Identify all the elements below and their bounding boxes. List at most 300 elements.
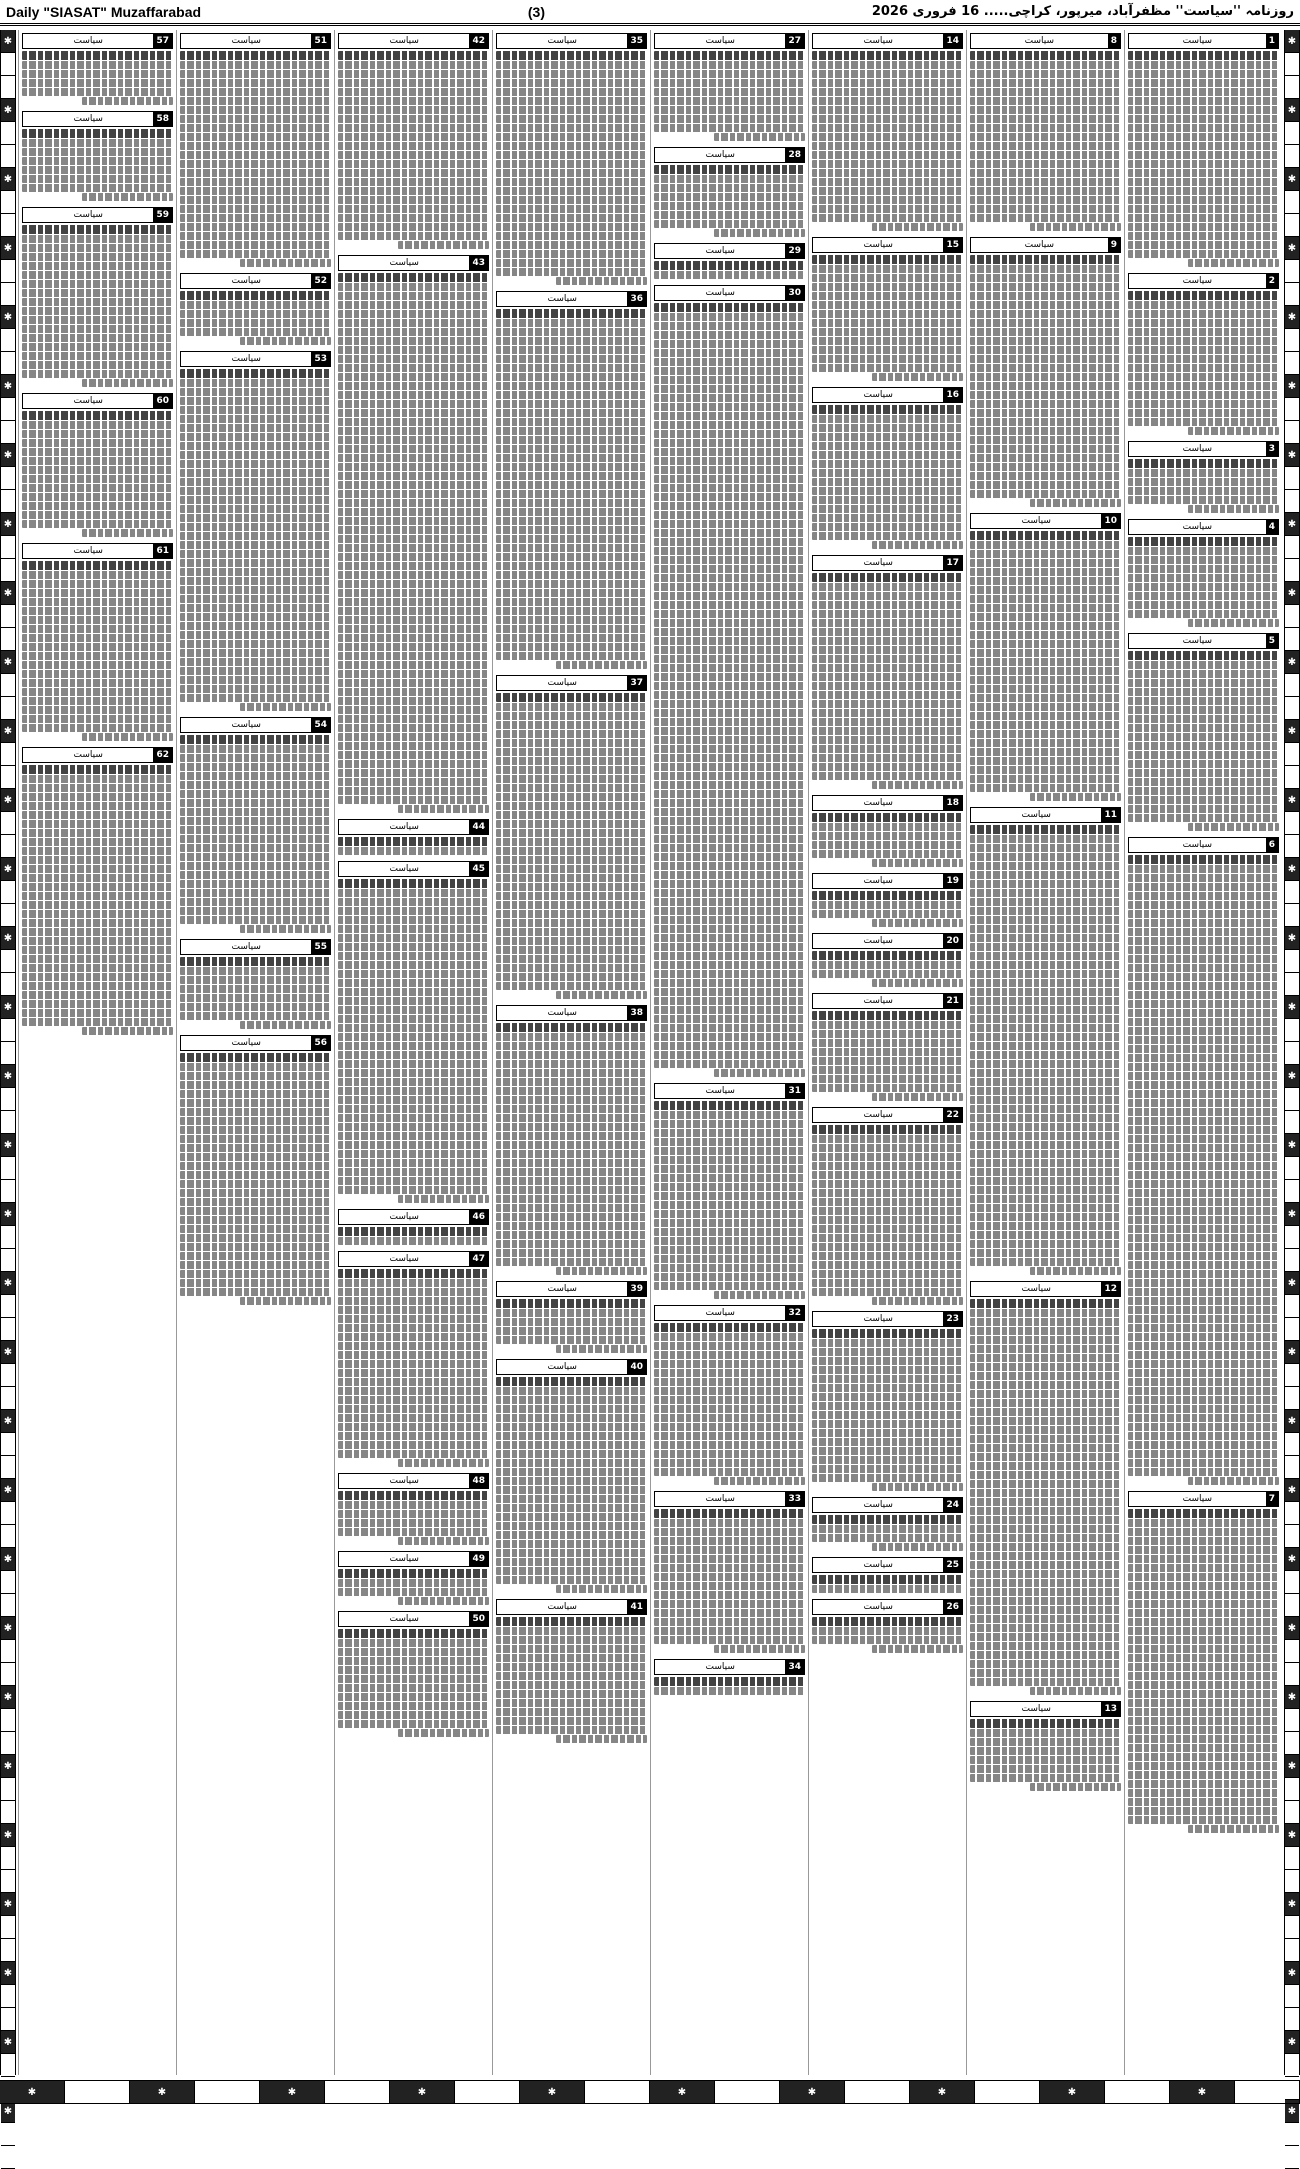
border-ornament bbox=[1285, 352, 1299, 375]
text-line bbox=[1128, 1333, 1279, 1341]
text-line bbox=[82, 529, 173, 537]
border-ornament: ✱ bbox=[1, 237, 15, 260]
border-ornament bbox=[1285, 1019, 1299, 1042]
text-line bbox=[180, 1216, 331, 1224]
classified-notice bbox=[1128, 519, 1279, 627]
text-line bbox=[338, 847, 489, 855]
text-line bbox=[180, 1053, 331, 1062]
text-line bbox=[22, 175, 173, 183]
text-line bbox=[338, 544, 489, 552]
text-line bbox=[496, 151, 647, 159]
border-ornament bbox=[325, 2081, 390, 2103]
text-line bbox=[1128, 1108, 1279, 1116]
text-line bbox=[1128, 487, 1279, 495]
notice-number: 37 bbox=[627, 676, 646, 690]
border-ornament bbox=[1285, 904, 1299, 927]
text-line bbox=[970, 151, 1121, 159]
border-ornament bbox=[1, 1870, 15, 1893]
text-line bbox=[654, 709, 805, 717]
text-line bbox=[872, 781, 963, 789]
border-ornament: ✱ bbox=[1, 1065, 15, 1088]
text-line bbox=[812, 79, 963, 87]
notice-brand-label: سیاست bbox=[339, 862, 469, 876]
text-line bbox=[1030, 1267, 1121, 1275]
text-line bbox=[812, 727, 963, 735]
border-ornament bbox=[1, 1180, 15, 1203]
text-line bbox=[654, 1255, 805, 1263]
text-line bbox=[812, 1234, 963, 1242]
border-ornament: ✱ bbox=[1, 1548, 15, 1571]
text-line bbox=[180, 478, 331, 486]
text-line bbox=[338, 997, 489, 1005]
text-line bbox=[496, 1168, 647, 1176]
text-line bbox=[496, 1576, 647, 1584]
text-line bbox=[970, 373, 1121, 381]
column-4 bbox=[492, 30, 650, 2075]
text-line bbox=[654, 1024, 805, 1032]
text-line bbox=[654, 1264, 805, 1272]
text-line bbox=[496, 1186, 647, 1194]
border-ornament bbox=[1, 1801, 15, 1824]
text-line bbox=[654, 646, 805, 654]
border-ornament bbox=[1, 2008, 15, 2031]
text-line bbox=[970, 1168, 1121, 1176]
notice-header bbox=[1128, 33, 1279, 49]
notice-header bbox=[812, 993, 963, 1009]
text-line bbox=[338, 1033, 489, 1041]
text-line bbox=[812, 292, 963, 300]
text-line bbox=[1030, 793, 1121, 801]
text-line bbox=[654, 1060, 805, 1068]
text-line bbox=[1128, 61, 1279, 69]
text-line bbox=[22, 466, 173, 474]
text-line bbox=[970, 1774, 1121, 1782]
border-ornament bbox=[1, 1318, 15, 1341]
text-line bbox=[338, 1369, 489, 1377]
notice-brand-label: سیاست bbox=[813, 994, 943, 1008]
text-line bbox=[970, 292, 1121, 300]
text-line bbox=[338, 391, 489, 399]
notice-number: 21 bbox=[943, 994, 962, 1008]
text-line bbox=[1128, 679, 1279, 687]
text-line bbox=[1128, 241, 1279, 249]
text-line bbox=[180, 1090, 331, 1098]
text-line bbox=[1128, 715, 1279, 723]
text-line bbox=[1128, 592, 1279, 600]
text-line bbox=[970, 1372, 1121, 1380]
text-line bbox=[654, 466, 805, 474]
text-line bbox=[180, 169, 331, 177]
text-line bbox=[22, 652, 173, 660]
text-line bbox=[970, 1516, 1121, 1524]
classified-notice bbox=[22, 543, 173, 741]
text-line bbox=[1128, 97, 1279, 105]
text-line bbox=[970, 1060, 1121, 1068]
text-line bbox=[654, 754, 805, 762]
classified-notice bbox=[812, 933, 963, 987]
text-line bbox=[812, 1252, 963, 1260]
notice-body-text bbox=[812, 1617, 963, 1653]
classified-notice bbox=[338, 861, 489, 1203]
border-ornament bbox=[1285, 1111, 1299, 1134]
text-line bbox=[970, 1318, 1121, 1326]
text-line bbox=[970, 214, 1121, 222]
border-ornament bbox=[1, 2146, 15, 2169]
notice-brand-label: سیاست bbox=[1129, 838, 1266, 852]
border-ornament bbox=[1, 467, 15, 490]
border-ornament bbox=[1, 1663, 15, 1686]
text-line bbox=[1128, 1081, 1279, 1089]
text-line bbox=[496, 757, 647, 765]
text-line bbox=[1128, 169, 1279, 177]
classified-notice bbox=[654, 1491, 805, 1653]
text-line bbox=[970, 961, 1121, 969]
notice-header bbox=[180, 33, 331, 49]
text-line bbox=[1128, 1816, 1279, 1824]
text-line bbox=[812, 1627, 963, 1635]
text-line bbox=[654, 220, 805, 228]
text-line bbox=[970, 1240, 1121, 1248]
text-line bbox=[812, 61, 963, 69]
text-line bbox=[654, 1387, 805, 1395]
text-line bbox=[970, 133, 1121, 141]
text-line bbox=[496, 1627, 647, 1635]
notice-number: 31 bbox=[785, 1084, 804, 1098]
text-line bbox=[496, 124, 647, 132]
classified-notice bbox=[496, 1599, 647, 1743]
notice-header bbox=[22, 747, 173, 763]
notice-header bbox=[654, 243, 805, 259]
text-line bbox=[1128, 1396, 1279, 1404]
border-ornament: ✱ bbox=[1285, 99, 1299, 122]
text-line bbox=[1128, 1288, 1279, 1296]
notice-header bbox=[1128, 837, 1279, 853]
text-line bbox=[180, 613, 331, 621]
text-line bbox=[970, 1588, 1121, 1596]
text-line bbox=[180, 1189, 331, 1197]
text-line bbox=[1128, 291, 1279, 300]
text-line bbox=[338, 571, 489, 579]
text-line bbox=[338, 382, 489, 390]
notice-body-text bbox=[496, 51, 647, 285]
notice-number: 24 bbox=[943, 1498, 962, 1512]
text-line bbox=[338, 553, 489, 561]
border-ornament bbox=[1, 605, 15, 628]
text-line bbox=[1128, 115, 1279, 123]
text-line bbox=[654, 439, 805, 447]
classified-notice bbox=[970, 513, 1121, 801]
text-line bbox=[338, 1105, 489, 1113]
text-line bbox=[338, 1078, 489, 1086]
notice-header bbox=[338, 33, 489, 49]
text-line bbox=[970, 577, 1121, 585]
notice-body-text bbox=[180, 957, 331, 1029]
text-line bbox=[654, 1342, 805, 1350]
text-line bbox=[338, 1006, 489, 1014]
text-line bbox=[654, 1591, 805, 1599]
notice-body-text bbox=[22, 561, 173, 741]
text-line bbox=[338, 418, 489, 426]
text-line bbox=[970, 1150, 1121, 1158]
text-line bbox=[1128, 1645, 1279, 1653]
classified-notice bbox=[812, 1311, 963, 1491]
notice-number: 1 bbox=[1266, 34, 1278, 48]
text-line bbox=[338, 961, 489, 969]
text-line bbox=[970, 1633, 1121, 1641]
text-line bbox=[1128, 1045, 1279, 1053]
border-ornament: ✱ bbox=[1285, 858, 1299, 881]
text-line bbox=[1128, 355, 1279, 363]
notice-number: 34 bbox=[785, 1660, 804, 1674]
text-line bbox=[22, 352, 173, 360]
border-ornament bbox=[1285, 2054, 1299, 2077]
text-line bbox=[654, 1192, 805, 1200]
text-line bbox=[496, 571, 647, 579]
text-line bbox=[970, 1624, 1121, 1632]
text-line bbox=[970, 1408, 1121, 1416]
text-line bbox=[1128, 733, 1279, 741]
border-ornament: ✱ bbox=[1, 1617, 15, 1640]
notice-body-text bbox=[970, 825, 1121, 1275]
text-line bbox=[496, 721, 647, 729]
text-line bbox=[1128, 1573, 1279, 1581]
text-line bbox=[496, 964, 647, 972]
text-line bbox=[970, 1597, 1121, 1605]
text-line bbox=[496, 1023, 647, 1032]
text-line bbox=[180, 291, 331, 300]
text-line bbox=[338, 1657, 489, 1665]
text-line bbox=[1128, 1627, 1279, 1635]
border-ornament bbox=[1, 973, 15, 996]
text-line bbox=[654, 1459, 805, 1467]
text-line bbox=[654, 331, 805, 339]
text-line bbox=[496, 508, 647, 516]
text-line bbox=[496, 1299, 647, 1308]
text-line bbox=[812, 813, 963, 822]
text-line bbox=[1128, 1609, 1279, 1617]
notice-brand-label: سیاست bbox=[655, 34, 785, 48]
text-line bbox=[556, 991, 647, 999]
notice-brand-label: سیاست bbox=[339, 1612, 469, 1626]
text-line bbox=[654, 1573, 805, 1581]
text-line bbox=[812, 1384, 963, 1392]
text-line bbox=[654, 367, 805, 375]
text-line bbox=[970, 1669, 1121, 1677]
border-ornament bbox=[455, 2081, 520, 2103]
text-line bbox=[812, 1617, 963, 1626]
border-ornament bbox=[1, 329, 15, 352]
border-ornament: ✱ bbox=[1, 1479, 15, 1502]
text-line bbox=[812, 1030, 963, 1038]
text-line bbox=[812, 523, 963, 531]
text-line bbox=[338, 1269, 489, 1278]
text-line bbox=[970, 1543, 1121, 1551]
text-line bbox=[180, 586, 331, 594]
border-ornament bbox=[845, 2081, 910, 2103]
text-line bbox=[496, 982, 647, 990]
text-line bbox=[338, 1069, 489, 1077]
text-line bbox=[1128, 1279, 1279, 1287]
border-ornament bbox=[1285, 1847, 1299, 1870]
classified-notice bbox=[180, 351, 331, 711]
text-line bbox=[1128, 346, 1279, 354]
notice-body-text bbox=[812, 573, 963, 789]
text-line bbox=[970, 952, 1121, 960]
text-line bbox=[970, 178, 1121, 186]
text-line bbox=[496, 766, 647, 774]
classified-notice bbox=[338, 1209, 489, 1245]
text-line bbox=[338, 1114, 489, 1122]
text-line bbox=[180, 880, 331, 888]
border-ornament bbox=[1, 122, 15, 145]
text-line bbox=[338, 1342, 489, 1350]
text-line bbox=[1128, 1027, 1279, 1035]
border-ornament bbox=[1, 950, 15, 973]
notice-brand-label: سیاست bbox=[655, 1492, 785, 1506]
text-line bbox=[970, 907, 1121, 915]
text-line bbox=[496, 178, 647, 186]
border-ornament bbox=[1, 1157, 15, 1180]
notice-brand-label: سیاست bbox=[971, 34, 1108, 48]
text-line bbox=[496, 1459, 647, 1467]
text-line bbox=[338, 625, 489, 633]
border-ornament: ✱ bbox=[1, 99, 15, 122]
text-line bbox=[1128, 565, 1279, 573]
text-line bbox=[496, 901, 647, 909]
text-line bbox=[496, 847, 647, 855]
text-line bbox=[1128, 418, 1279, 426]
classified-notice bbox=[496, 675, 647, 999]
text-line bbox=[496, 427, 647, 435]
text-line bbox=[180, 124, 331, 132]
notice-body-text bbox=[812, 255, 963, 381]
border-ornament bbox=[1, 1111, 15, 1134]
text-line bbox=[496, 811, 647, 819]
text-line bbox=[970, 784, 1121, 792]
border-ornament bbox=[1285, 1318, 1299, 1341]
text-line bbox=[180, 160, 331, 168]
notice-body-text bbox=[22, 765, 173, 1035]
column-2 bbox=[176, 30, 334, 2075]
text-line bbox=[338, 1051, 489, 1059]
text-line bbox=[338, 1441, 489, 1449]
text-line bbox=[654, 184, 805, 192]
text-line bbox=[496, 400, 647, 408]
text-line bbox=[970, 265, 1121, 273]
text-line bbox=[338, 1024, 489, 1032]
text-line bbox=[496, 820, 647, 828]
text-line bbox=[180, 1243, 331, 1251]
border-ornament bbox=[1, 1364, 15, 1387]
text-line bbox=[496, 973, 647, 981]
text-line bbox=[654, 493, 805, 501]
border-ornament: ✱ bbox=[390, 2081, 455, 2103]
text-line bbox=[338, 232, 489, 240]
text-line bbox=[338, 898, 489, 906]
text-line bbox=[654, 628, 805, 636]
text-line bbox=[970, 1765, 1121, 1773]
border-ornament: ✱ bbox=[1285, 1341, 1299, 1364]
border-ornament bbox=[1, 674, 15, 697]
text-line bbox=[22, 79, 173, 87]
notice-number: 15 bbox=[943, 238, 962, 252]
text-line bbox=[180, 1234, 331, 1242]
border-ornament bbox=[1285, 329, 1299, 352]
text-line bbox=[1128, 1252, 1279, 1260]
text-line bbox=[1128, 1414, 1279, 1422]
notice-header bbox=[654, 33, 805, 49]
text-line bbox=[812, 496, 963, 504]
border-ornament bbox=[1, 1732, 15, 1755]
text-line bbox=[654, 700, 805, 708]
text-line bbox=[338, 879, 489, 888]
notice-body-text bbox=[654, 165, 805, 237]
border-ornament bbox=[1, 2123, 15, 2146]
classified-notice bbox=[970, 807, 1121, 1275]
border-ornament bbox=[1, 76, 15, 99]
text-line bbox=[654, 340, 805, 348]
text-line bbox=[496, 142, 647, 150]
text-line bbox=[338, 160, 489, 168]
border-ornament bbox=[1, 1226, 15, 1249]
text-line bbox=[970, 1006, 1121, 1014]
border-ornament: ✱ bbox=[1, 1893, 15, 1916]
notice-number: 11 bbox=[1101, 808, 1120, 822]
text-line bbox=[556, 1735, 647, 1743]
text-line bbox=[812, 1393, 963, 1401]
text-line bbox=[812, 700, 963, 708]
text-line bbox=[338, 1159, 489, 1167]
text-line bbox=[812, 319, 963, 327]
text-line bbox=[970, 319, 1121, 327]
text-line bbox=[812, 283, 963, 291]
text-line bbox=[338, 742, 489, 750]
text-line bbox=[22, 724, 173, 732]
border-ornament bbox=[1, 1847, 15, 1870]
text-line bbox=[496, 490, 647, 498]
text-line bbox=[496, 730, 647, 738]
text-line bbox=[970, 427, 1121, 435]
text-line bbox=[180, 595, 331, 603]
text-line bbox=[1128, 319, 1279, 327]
text-line bbox=[654, 1528, 805, 1536]
classified-notice bbox=[812, 1107, 963, 1305]
text-line bbox=[1128, 1297, 1279, 1305]
text-line bbox=[1128, 1225, 1279, 1233]
border-ornament: ✱ bbox=[1, 375, 15, 398]
text-line bbox=[496, 1549, 647, 1557]
text-line bbox=[1128, 1351, 1279, 1359]
text-line bbox=[1128, 964, 1279, 972]
notice-number: 12 bbox=[1101, 1282, 1120, 1296]
notice-brand-label: سیاست bbox=[181, 1036, 311, 1050]
classified-notice bbox=[812, 33, 963, 231]
text-line bbox=[970, 1327, 1121, 1335]
notice-number: 49 bbox=[469, 1552, 488, 1566]
text-line bbox=[812, 487, 963, 495]
notice-brand-label: سیاست bbox=[655, 286, 785, 300]
text-line bbox=[496, 1051, 647, 1059]
text-line bbox=[338, 1060, 489, 1068]
notice-brand-label: سیاست bbox=[813, 874, 943, 888]
text-line bbox=[496, 1087, 647, 1095]
column-8 bbox=[1124, 30, 1282, 2075]
text-line bbox=[970, 568, 1121, 576]
text-line bbox=[338, 1087, 489, 1095]
text-line bbox=[22, 706, 173, 714]
text-line bbox=[654, 1609, 805, 1617]
text-line bbox=[496, 793, 647, 801]
